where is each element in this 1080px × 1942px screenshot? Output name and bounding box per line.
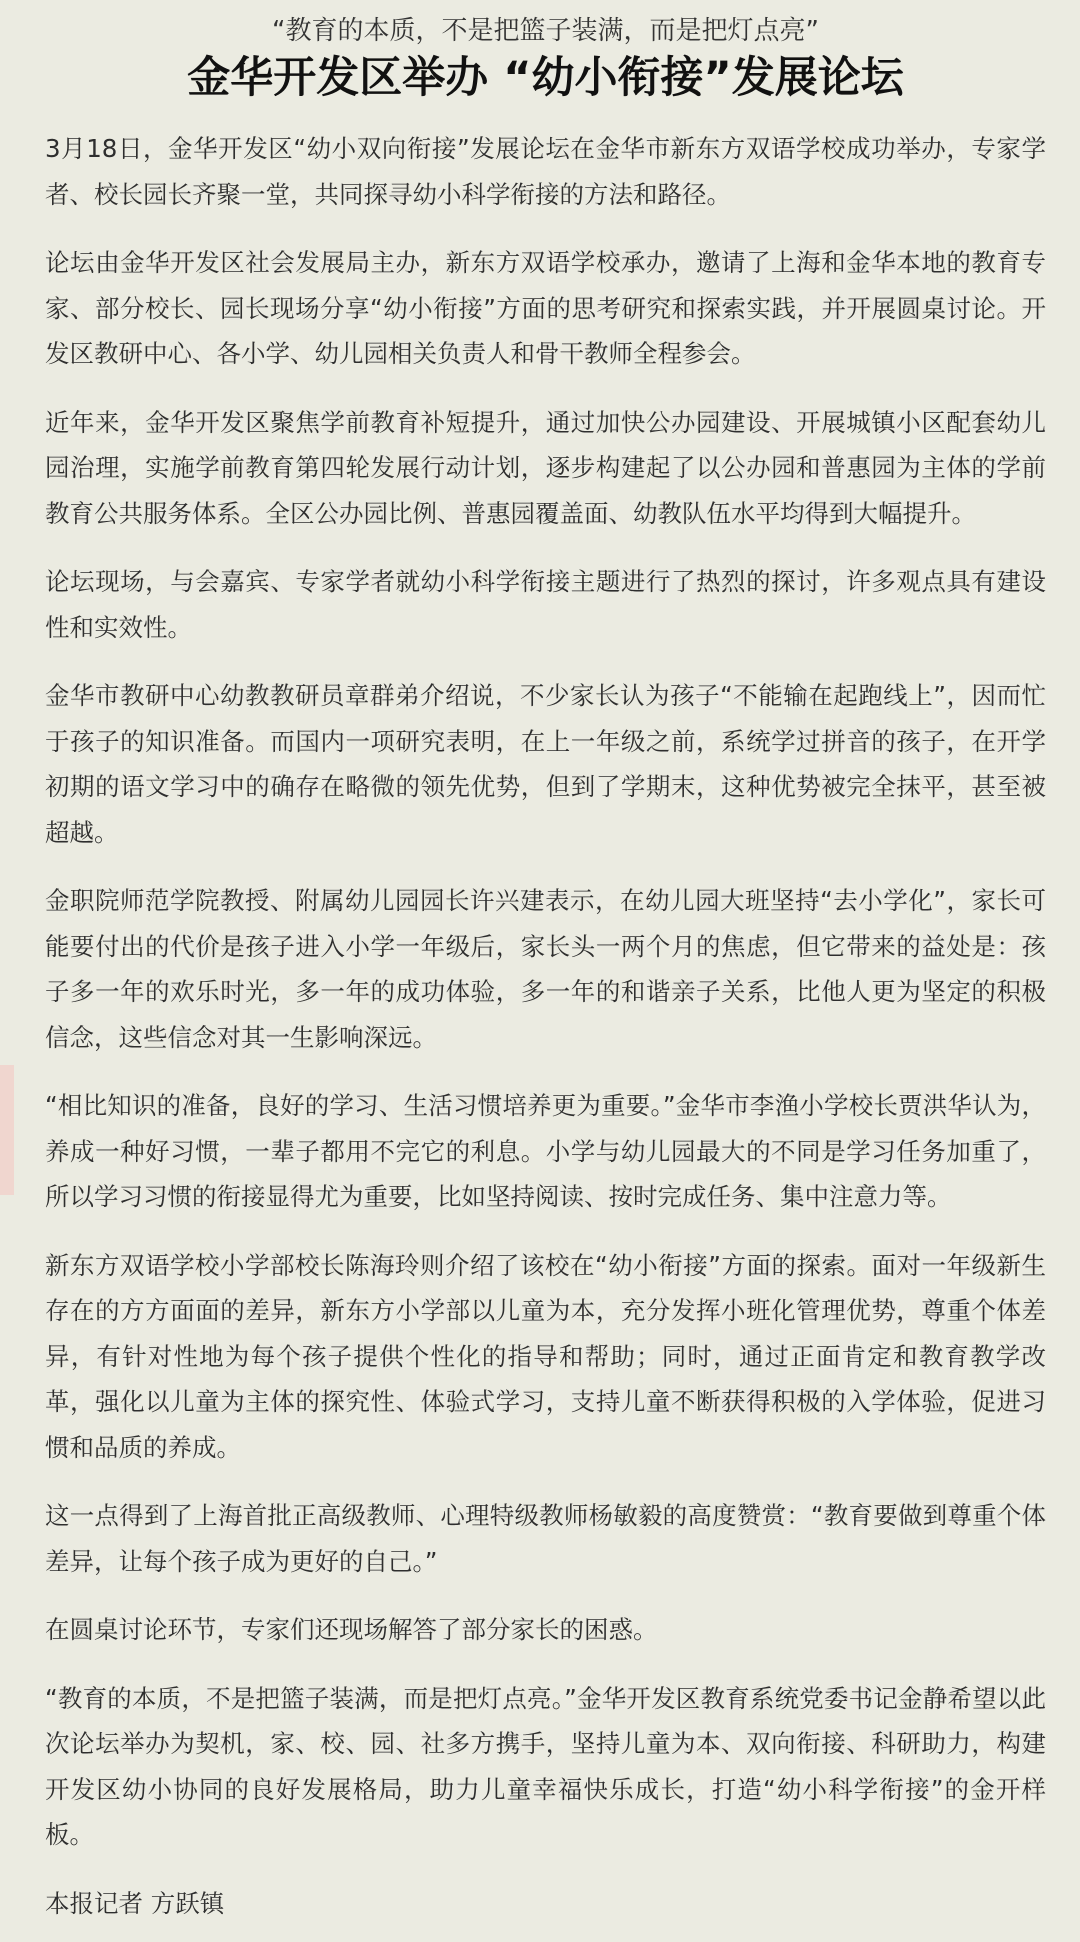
- article-paragraph-6: 金职院师范学院教授、附属幼儿园园长许兴建表示，在幼儿园大班坚持“去小学化”，家长可能要付出的代价是孩子进入小学一年级后，家长头一两个月的焦虑，但它带来的益处是：孩子多一年的欢乐时光，多一年的成功体验，多一年的和谐亲子关系，比他人更为坚定的积极信念，这些信念对其一生影响深远。: [45, 886, 1046, 1052]
- article-paragraph-5: 金华市教研中心幼教教研员章群弟介绍说，不少家长认为孩子“不能输在起跑线上”，因而忙于孩子的知识准备。而国内一项研究表明，在上一年级之前，系统学过拼音的孩子，在开学初期的语文学习中的确存在略微的领先优势，但到了学期末，这种优势被完全抹平，甚至被超越。: [45, 681, 1046, 847]
- article-paragraph-2: 论坛由金华开发区社会发展局主办，新东方双语学校承办，邀请了上海和金华本地的教育专家、部分校长、园长现场分享“幼小衔接”方面的思考研究和探索实践，并开展圆桌讨论。开发区教研中心、各小学、幼儿园相关负责人和骨干教师全程参会。: [45, 248, 1046, 368]
- article-paragraph-8: 新东方双语学校小学部校长陈海玲则介绍了该校在“幼小衔接”方面的探索。面对一年级新生存在的方方面面的差异，新东方小学部以儿童为本，充分发挥小班化管理优势，尊重个体差异，有针对性地为每个孩子提供个性化的指导和帮助；同时，通过正面肯定和教育教学改革，强化以儿童为主体的探究性、体验式学习，支持儿童不断获得积极的入学体验，促进习惯和品质的养成。: [45, 1250, 1046, 1462]
- article-paragraph-3: 近年来，金华开发区聚焦学前教育补短提升，通过加快公办园建设、开展城镇小区配套幼儿园治理，实施学前教育第四轮发展行动计划，逐步构建起了以公办园和普惠园为主体的学前教育公共服务体系。全区公办园比例、普惠园覆盖面、幼教队伍水平均得到大幅提升。: [45, 407, 1046, 528]
- article-paragraph-10: 在圆桌讨论环节，专家们还现场解答了部分家长的困惑。: [45, 1615, 658, 1644]
- article-paragraph-9: 这一点得到了上海首批正高级教师、心理特级教师杨敏毅的高度赞赏：“教育要做到尊重个体差异，让每个孩子成为更好的自己。”: [45, 1501, 1046, 1576]
- article-paragraph-7: “相比知识的准备，良好的学习、生活习惯培养更为重要。”金华市李渔小学校长贾洪华认为，养成一种好习惯，一辈子都用不完它的利息。小学与幼儿园最大的不同是学习任务加重了，所以学习习惯的衔接显得尤为重要，比如坚持阅读、按时完成任务、集中注意力等。: [45, 1091, 1046, 1211]
- article-subtitle: “教育的本质，不是把篮子装满，而是把灯点亮”: [272, 16, 819, 46]
- article-title: 金华开发区举办 “幼小衔接”发展论坛: [187, 53, 904, 103]
- article-byline: 本报记者 方跃镇: [45, 1888, 225, 1918]
- article-paragraph-1: 3月18日，金华开发区“幼小双向衔接”发展论坛在金华市新东方双语学校成功举办，专家学者、校长园长齐聚一堂，共同探寻幼小科学衔接的方法和路径。: [45, 134, 1046, 209]
- article-paragraph-11: “教育的本质，不是把篮子装满，而是把灯点亮。”金华开发区教育系统党委书记金静希望以此次论坛举办为契机，家、校、园、社多方携手，坚持儿童为本、双向衔接、科研助力，构建开发区幼小协同的良好发展格局，助力儿童幸福快乐成长，打造“幼小科学衔接”的金开样板。: [45, 1683, 1046, 1849]
- article-paragraph-4: 论坛现场，与会嘉宾、专家学者就幼小科学衔接主题进行了热烈的探讨，许多观点具有建设性和实效性。: [45, 567, 1046, 642]
